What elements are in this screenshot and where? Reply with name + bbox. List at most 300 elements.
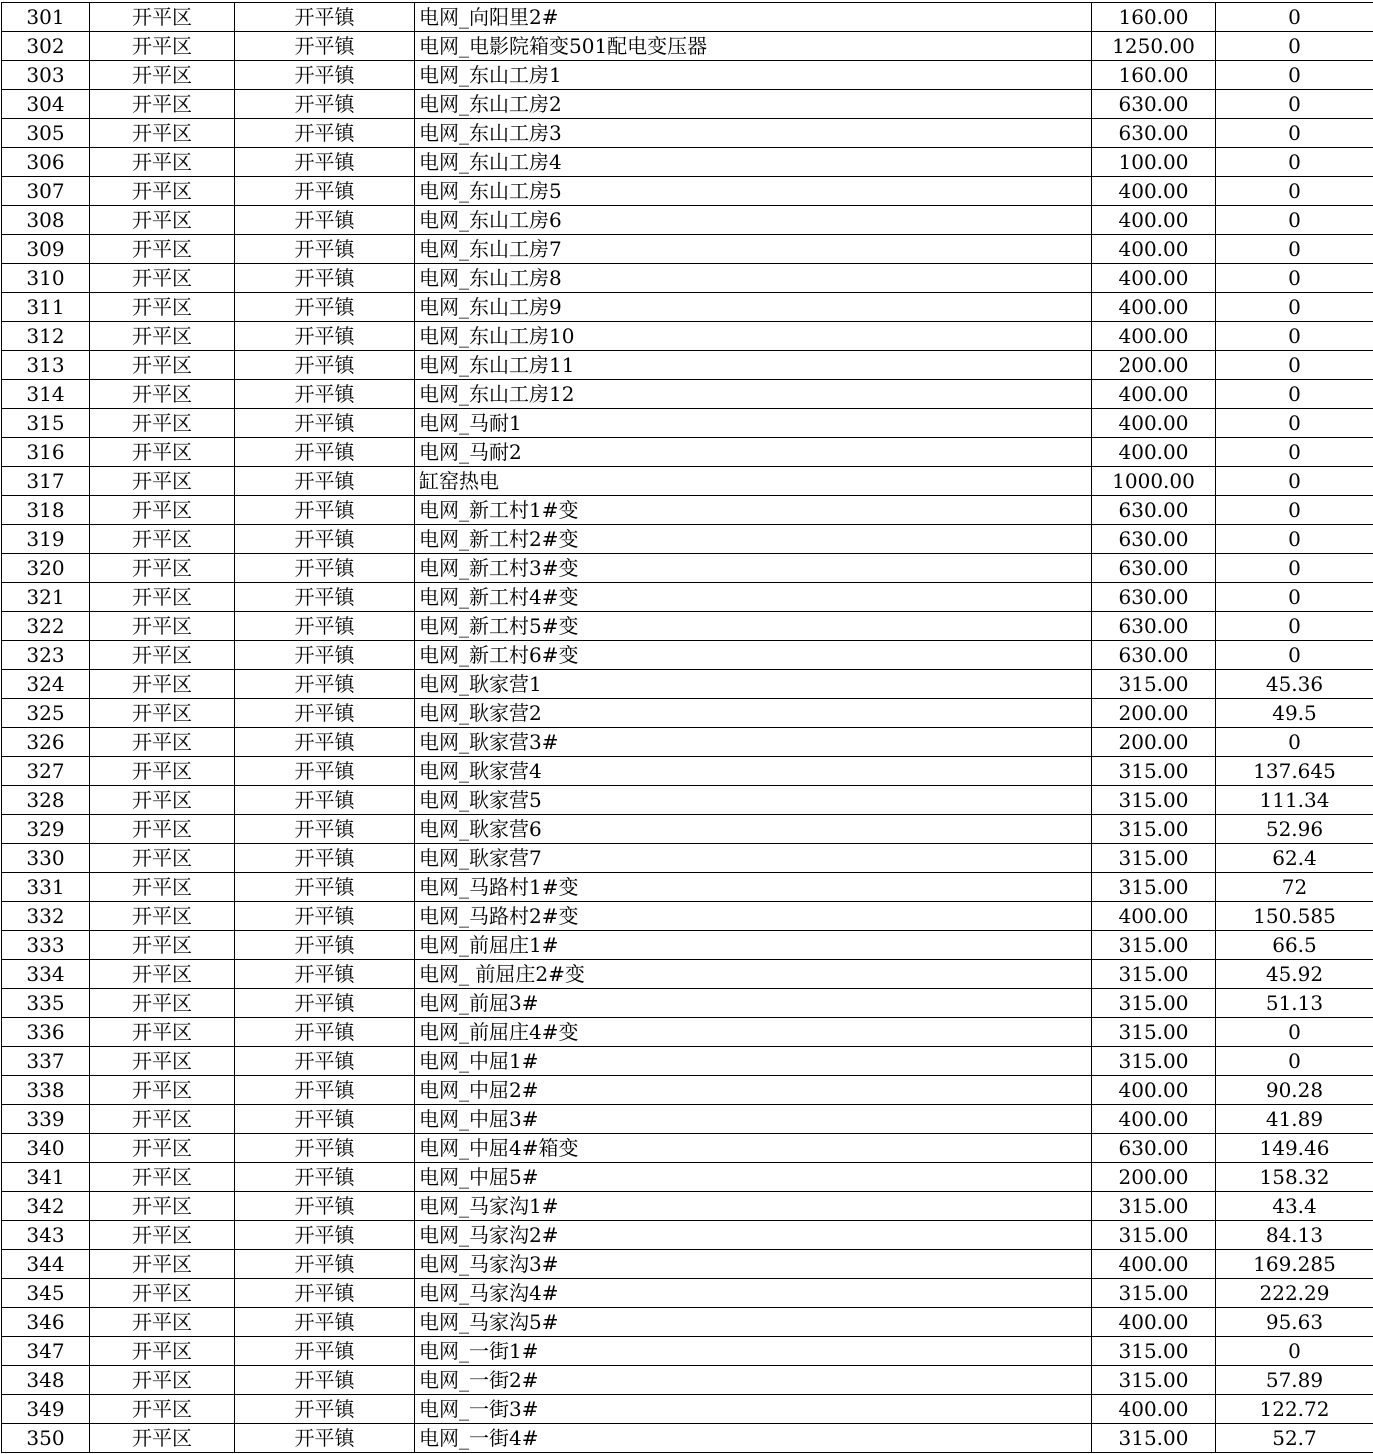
capacity-cell: 315.00 [1092, 1366, 1216, 1395]
district-cell: 开平区 [90, 815, 235, 844]
transformer-name-cell: 电网_中屈1# [415, 1047, 1092, 1076]
table-row [2, 119, 1373, 148]
row-number-cell: 313 [2, 351, 90, 380]
transformer-name-cell: 电网_东山工房5 [415, 177, 1092, 206]
capacity-cell: 400.00 [1092, 1250, 1216, 1279]
capacity-cell: 400.00 [1092, 902, 1216, 931]
row-number-cell: 344 [2, 1250, 90, 1279]
row-number-cell: 315 [2, 409, 90, 438]
row-number-cell: 340 [2, 1134, 90, 1163]
load-value-cell: 0 [1216, 554, 1373, 583]
table-row [2, 1163, 1373, 1192]
load-value-cell: 0 [1216, 90, 1373, 119]
town-cell: 开平镇 [235, 757, 415, 786]
capacity-cell: 315.00 [1092, 1018, 1216, 1047]
district-cell: 开平区 [90, 670, 235, 699]
capacity-cell: 400.00 [1092, 322, 1216, 351]
load-value-cell: 169.285 [1216, 1250, 1373, 1279]
load-value-cell: 0 [1216, 583, 1373, 612]
row-number-cell: 307 [2, 177, 90, 206]
district-cell: 开平区 [90, 554, 235, 583]
transformer-name-cell: 电网_中屈4#箱变 [415, 1134, 1092, 1163]
district-cell: 开平区 [90, 496, 235, 525]
district-cell: 开平区 [90, 728, 235, 757]
district-cell: 开平区 [90, 3, 235, 32]
row-number-cell: 302 [2, 32, 90, 61]
load-value-cell: 84.13 [1216, 1221, 1373, 1250]
transformer-name-cell: 电网_马路村1#变 [415, 873, 1092, 902]
capacity-cell: 315.00 [1092, 757, 1216, 786]
transformer-name-cell: 电网_前屈庄1# [415, 931, 1092, 960]
row-number-cell: 316 [2, 438, 90, 467]
town-cell: 开平镇 [235, 235, 415, 264]
transformer-name-cell: 电网_耿家营1 [415, 670, 1092, 699]
town-cell: 开平镇 [235, 641, 415, 670]
district-cell: 开平区 [90, 786, 235, 815]
load-value-cell: 51.13 [1216, 989, 1373, 1018]
town-cell: 开平镇 [235, 844, 415, 873]
load-value-cell: 0 [1216, 235, 1373, 264]
transformer-name-cell: 电网_耿家营3# [415, 728, 1092, 757]
load-value-cell: 0 [1216, 148, 1373, 177]
district-cell: 开平区 [90, 438, 235, 467]
capacity-cell: 400.00 [1092, 206, 1216, 235]
transformer-name-cell: 电网_一街3# [415, 1395, 1092, 1424]
district-cell: 开平区 [90, 1424, 235, 1453]
load-value-cell: 0 [1216, 1047, 1373, 1076]
row-number-cell: 333 [2, 931, 90, 960]
district-cell: 开平区 [90, 351, 235, 380]
row-number-cell: 338 [2, 1076, 90, 1105]
row-number-cell: 335 [2, 989, 90, 1018]
district-cell: 开平区 [90, 1395, 235, 1424]
row-number-cell: 312 [2, 322, 90, 351]
district-cell: 开平区 [90, 467, 235, 496]
row-number-cell: 348 [2, 1366, 90, 1395]
town-cell: 开平镇 [235, 148, 415, 177]
district-cell: 开平区 [90, 699, 235, 728]
load-value-cell: 0 [1216, 177, 1373, 206]
transformer-name-cell: 电网_东山工房9 [415, 293, 1092, 322]
transformer-name-cell: 电网_一街4# [415, 1424, 1092, 1453]
table-row [2, 583, 1373, 612]
row-number-cell: 324 [2, 670, 90, 699]
capacity-cell: 400.00 [1092, 380, 1216, 409]
table-row [2, 235, 1373, 264]
capacity-cell: 400.00 [1092, 293, 1216, 322]
district-cell: 开平区 [90, 32, 235, 61]
row-number-cell: 343 [2, 1221, 90, 1250]
town-cell: 开平镇 [235, 1250, 415, 1279]
capacity-cell: 315.00 [1092, 670, 1216, 699]
district-cell: 开平区 [90, 612, 235, 641]
table-row [2, 989, 1373, 1018]
town-cell: 开平镇 [235, 873, 415, 902]
row-number-cell: 306 [2, 148, 90, 177]
row-number-cell: 308 [2, 206, 90, 235]
town-cell: 开平镇 [235, 786, 415, 815]
district-cell: 开平区 [90, 1221, 235, 1250]
load-value-cell: 0 [1216, 438, 1373, 467]
transformer-name-cell: 电网_马家沟1# [415, 1192, 1092, 1221]
capacity-cell: 400.00 [1092, 1105, 1216, 1134]
capacity-cell: 630.00 [1092, 612, 1216, 641]
capacity-cell: 630.00 [1092, 525, 1216, 554]
district-cell: 开平区 [90, 61, 235, 90]
transformer-name-cell: 电网_新工村2#变 [415, 525, 1092, 554]
row-number-cell: 334 [2, 960, 90, 989]
district-cell: 开平区 [90, 90, 235, 119]
town-cell: 开平镇 [235, 1192, 415, 1221]
table-row [2, 467, 1373, 496]
town-cell: 开平镇 [235, 206, 415, 235]
town-cell: 开平镇 [235, 119, 415, 148]
table-row [2, 612, 1373, 641]
row-number-cell: 317 [2, 467, 90, 496]
row-number-cell: 347 [2, 1337, 90, 1366]
table-row [2, 264, 1373, 293]
row-number-cell: 327 [2, 757, 90, 786]
district-cell: 开平区 [90, 1250, 235, 1279]
district-cell: 开平区 [90, 322, 235, 351]
town-cell: 开平镇 [235, 815, 415, 844]
load-value-cell: 0 [1216, 1337, 1373, 1366]
transformer-name-cell: 电网_新工村6#变 [415, 641, 1092, 670]
table-row [2, 844, 1373, 873]
table-row [2, 1250, 1373, 1279]
transformer-name-cell: 电网_东山工房8 [415, 264, 1092, 293]
capacity-cell: 630.00 [1092, 583, 1216, 612]
table-row [2, 322, 1373, 351]
load-value-cell: 222.29 [1216, 1279, 1373, 1308]
town-cell: 开平镇 [235, 1395, 415, 1424]
transformer-name-cell: 电网_东山工房7 [415, 235, 1092, 264]
capacity-cell: 315.00 [1092, 1192, 1216, 1221]
transformer-name-cell: 电网_东山工房1 [415, 61, 1092, 90]
transformer-name-cell: 电网_东山工房11 [415, 351, 1092, 380]
table-row [2, 1134, 1373, 1163]
table-row [2, 1308, 1373, 1337]
transformer-name-cell: 电网_东山工房6 [415, 206, 1092, 235]
district-cell: 开平区 [90, 1337, 235, 1366]
table-row [2, 1221, 1373, 1250]
capacity-cell: 315.00 [1092, 844, 1216, 873]
town-cell: 开平镇 [235, 728, 415, 757]
load-value-cell: 0 [1216, 61, 1373, 90]
district-cell: 开平区 [90, 641, 235, 670]
capacity-cell: 200.00 [1092, 699, 1216, 728]
table-row [2, 554, 1373, 583]
capacity-cell: 400.00 [1092, 1076, 1216, 1105]
table-row [2, 177, 1373, 206]
town-cell: 开平镇 [235, 1047, 415, 1076]
transformer-name-cell: 电网_马家沟3# [415, 1250, 1092, 1279]
load-value-cell: 62.4 [1216, 844, 1373, 873]
town-cell: 开平镇 [235, 467, 415, 496]
transformer-name-cell: 电网_马耐2 [415, 438, 1092, 467]
transformer-name-cell: 电网_新工村1#变 [415, 496, 1092, 525]
transformer-name-cell: 电网_中屈2# [415, 1076, 1092, 1105]
row-number-cell: 319 [2, 525, 90, 554]
table-row [2, 1105, 1373, 1134]
capacity-cell: 630.00 [1092, 119, 1216, 148]
row-number-cell: 320 [2, 554, 90, 583]
table-row [2, 380, 1373, 409]
load-value-cell: 158.32 [1216, 1163, 1373, 1192]
table-row [2, 728, 1373, 757]
table-row [2, 3, 1373, 32]
row-number-cell: 345 [2, 1279, 90, 1308]
row-number-cell: 322 [2, 612, 90, 641]
district-cell: 开平区 [90, 1163, 235, 1192]
town-cell: 开平镇 [235, 1337, 415, 1366]
table-row [2, 61, 1373, 90]
load-value-cell: 52.7 [1216, 1424, 1373, 1453]
load-value-cell: 0 [1216, 641, 1373, 670]
transformer-name-cell: 电网_耿家营2 [415, 699, 1092, 728]
transformer-name-cell: 电网_中屈3# [415, 1105, 1092, 1134]
table-row [2, 148, 1373, 177]
town-cell: 开平镇 [235, 3, 415, 32]
row-number-cell: 342 [2, 1192, 90, 1221]
row-number-cell: 332 [2, 902, 90, 931]
load-value-cell: 0 [1216, 322, 1373, 351]
capacity-cell: 160.00 [1092, 61, 1216, 90]
table-row [2, 525, 1373, 554]
district-cell: 开平区 [90, 1076, 235, 1105]
town-cell: 开平镇 [235, 1134, 415, 1163]
transformer-name-cell: 电网_新工村5#变 [415, 612, 1092, 641]
transformer-name-cell: 电网_马家沟4# [415, 1279, 1092, 1308]
town-cell: 开平镇 [235, 1076, 415, 1105]
table-row [2, 1047, 1373, 1076]
table-row [2, 90, 1373, 119]
table-row [2, 1192, 1373, 1221]
table-row [2, 902, 1373, 931]
row-number-cell: 337 [2, 1047, 90, 1076]
district-cell: 开平区 [90, 1018, 235, 1047]
load-value-cell: 57.89 [1216, 1366, 1373, 1395]
row-number-cell: 314 [2, 380, 90, 409]
table-row [2, 496, 1373, 525]
capacity-cell: 1250.00 [1092, 32, 1216, 61]
table-row [2, 206, 1373, 235]
town-cell: 开平镇 [235, 1018, 415, 1047]
table-row [2, 641, 1373, 670]
district-cell: 开平区 [90, 293, 235, 322]
row-number-cell: 321 [2, 583, 90, 612]
capacity-cell: 315.00 [1092, 1279, 1216, 1308]
load-value-cell: 95.63 [1216, 1308, 1373, 1337]
table-row [2, 873, 1373, 902]
town-cell: 开平镇 [235, 177, 415, 206]
row-number-cell: 326 [2, 728, 90, 757]
load-value-cell: 0 [1216, 3, 1373, 32]
town-cell: 开平镇 [235, 1424, 415, 1453]
capacity-cell: 630.00 [1092, 90, 1216, 119]
capacity-cell: 1000.00 [1092, 467, 1216, 496]
capacity-cell: 630.00 [1092, 641, 1216, 670]
load-value-cell: 45.92 [1216, 960, 1373, 989]
transformer-name-cell: 电网_东山工房12 [415, 380, 1092, 409]
capacity-cell: 200.00 [1092, 351, 1216, 380]
transformer-name-cell: 电网_向阳里2# [415, 3, 1092, 32]
table-row [2, 670, 1373, 699]
load-value-cell: 66.5 [1216, 931, 1373, 960]
load-value-cell: 43.4 [1216, 1192, 1373, 1221]
table-row [2, 438, 1373, 467]
district-cell: 开平区 [90, 583, 235, 612]
row-number-cell: 336 [2, 1018, 90, 1047]
table-row [2, 1076, 1373, 1105]
capacity-cell: 315.00 [1092, 873, 1216, 902]
town-cell: 开平镇 [235, 409, 415, 438]
transformer-name-cell: 电网_一街1# [415, 1337, 1092, 1366]
row-number-cell: 341 [2, 1163, 90, 1192]
capacity-cell: 400.00 [1092, 1308, 1216, 1337]
row-number-cell: 304 [2, 90, 90, 119]
town-cell: 开平镇 [235, 1308, 415, 1337]
town-cell: 开平镇 [235, 699, 415, 728]
town-cell: 开平镇 [235, 293, 415, 322]
row-number-cell: 328 [2, 786, 90, 815]
load-value-cell: 0 [1216, 264, 1373, 293]
town-cell: 开平镇 [235, 612, 415, 641]
row-number-cell: 346 [2, 1308, 90, 1337]
row-number-cell: 325 [2, 699, 90, 728]
load-value-cell: 0 [1216, 409, 1373, 438]
transformer-name-cell: 电网_耿家营4 [415, 757, 1092, 786]
load-value-cell: 150.585 [1216, 902, 1373, 931]
row-number-cell: 301 [2, 3, 90, 32]
district-cell: 开平区 [90, 873, 235, 902]
town-cell: 开平镇 [235, 931, 415, 960]
town-cell: 开平镇 [235, 554, 415, 583]
capacity-cell: 315.00 [1092, 815, 1216, 844]
district-cell: 开平区 [90, 1366, 235, 1395]
table-row [2, 1337, 1373, 1366]
district-cell: 开平区 [90, 931, 235, 960]
transformer-name-cell: 电网_耿家营7 [415, 844, 1092, 873]
district-cell: 开平区 [90, 525, 235, 554]
table-row [2, 32, 1373, 61]
capacity-cell: 400.00 [1092, 264, 1216, 293]
table-row [2, 1395, 1373, 1424]
load-value-cell: 49.5 [1216, 699, 1373, 728]
row-number-cell: 323 [2, 641, 90, 670]
capacity-cell: 400.00 [1092, 438, 1216, 467]
town-cell: 开平镇 [235, 960, 415, 989]
load-value-cell: 122.72 [1216, 1395, 1373, 1424]
load-value-cell: 0 [1216, 32, 1373, 61]
town-cell: 开平镇 [235, 264, 415, 293]
district-cell: 开平区 [90, 235, 235, 264]
load-value-cell: 90.28 [1216, 1076, 1373, 1105]
load-value-cell: 0 [1216, 293, 1373, 322]
district-cell: 开平区 [90, 989, 235, 1018]
district-cell: 开平区 [90, 119, 235, 148]
district-cell: 开平区 [90, 757, 235, 786]
town-cell: 开平镇 [235, 583, 415, 612]
district-cell: 开平区 [90, 1279, 235, 1308]
load-value-cell: 149.46 [1216, 1134, 1373, 1163]
load-value-cell: 137.645 [1216, 757, 1373, 786]
capacity-cell: 400.00 [1092, 1395, 1216, 1424]
load-value-cell: 0 [1216, 1018, 1373, 1047]
load-value-cell: 0 [1216, 351, 1373, 380]
town-cell: 开平镇 [235, 1221, 415, 1250]
table-row [2, 293, 1373, 322]
district-cell: 开平区 [90, 177, 235, 206]
district-cell: 开平区 [90, 1308, 235, 1337]
town-cell: 开平镇 [235, 322, 415, 351]
table-row [2, 351, 1373, 380]
capacity-cell: 315.00 [1092, 786, 1216, 815]
load-value-cell: 0 [1216, 467, 1373, 496]
capacity-cell: 630.00 [1092, 554, 1216, 583]
capacity-cell: 315.00 [1092, 989, 1216, 1018]
town-cell: 开平镇 [235, 670, 415, 699]
table-row [2, 931, 1373, 960]
town-cell: 开平镇 [235, 1105, 415, 1134]
transformer-name-cell: 电网_马路村2#变 [415, 902, 1092, 931]
district-cell: 开平区 [90, 1134, 235, 1163]
row-number-cell: 305 [2, 119, 90, 148]
load-value-cell: 111.34 [1216, 786, 1373, 815]
capacity-cell: 400.00 [1092, 235, 1216, 264]
load-value-cell: 0 [1216, 380, 1373, 409]
table-row [2, 960, 1373, 989]
capacity-cell: 315.00 [1092, 1337, 1216, 1366]
district-cell: 开平区 [90, 1105, 235, 1134]
transformer-name-cell: 电网_前屈3# [415, 989, 1092, 1018]
district-cell: 开平区 [90, 264, 235, 293]
table-row [2, 815, 1373, 844]
town-cell: 开平镇 [235, 380, 415, 409]
row-number-cell: 310 [2, 264, 90, 293]
capacity-cell: 200.00 [1092, 1163, 1216, 1192]
district-cell: 开平区 [90, 1192, 235, 1221]
transformer-name-cell: 电网_马家沟2# [415, 1221, 1092, 1250]
transformer-name-cell: 电网_ 前屈庄2#变 [415, 960, 1092, 989]
transformer-name-cell: 缸窑热电 [415, 467, 1092, 496]
district-cell: 开平区 [90, 206, 235, 235]
capacity-cell: 400.00 [1092, 409, 1216, 438]
district-cell: 开平区 [90, 409, 235, 438]
table-row [2, 1424, 1373, 1453]
transformer-table [1, 2, 1373, 1453]
table-row [2, 1279, 1373, 1308]
row-number-cell: 330 [2, 844, 90, 873]
transformer-name-cell: 电网_前屈庄4#变 [415, 1018, 1092, 1047]
district-cell: 开平区 [90, 380, 235, 409]
town-cell: 开平镇 [235, 351, 415, 380]
table-row [2, 757, 1373, 786]
load-value-cell: 0 [1216, 119, 1373, 148]
town-cell: 开平镇 [235, 1366, 415, 1395]
transformer-name-cell: 电网_东山工房4 [415, 148, 1092, 177]
table-row [2, 1366, 1373, 1395]
transformer-name-cell: 电网_电影院箱变501配电变压器 [415, 32, 1092, 61]
transformer-name-cell: 电网_马耐1 [415, 409, 1092, 438]
district-cell: 开平区 [90, 844, 235, 873]
transformer-name-cell: 电网_一街2# [415, 1366, 1092, 1395]
capacity-cell: 160.00 [1092, 3, 1216, 32]
load-value-cell: 0 [1216, 206, 1373, 235]
transformer-name-cell: 电网_马家沟5# [415, 1308, 1092, 1337]
transformer-name-cell: 电网_中屈5# [415, 1163, 1092, 1192]
load-value-cell: 45.36 [1216, 670, 1373, 699]
